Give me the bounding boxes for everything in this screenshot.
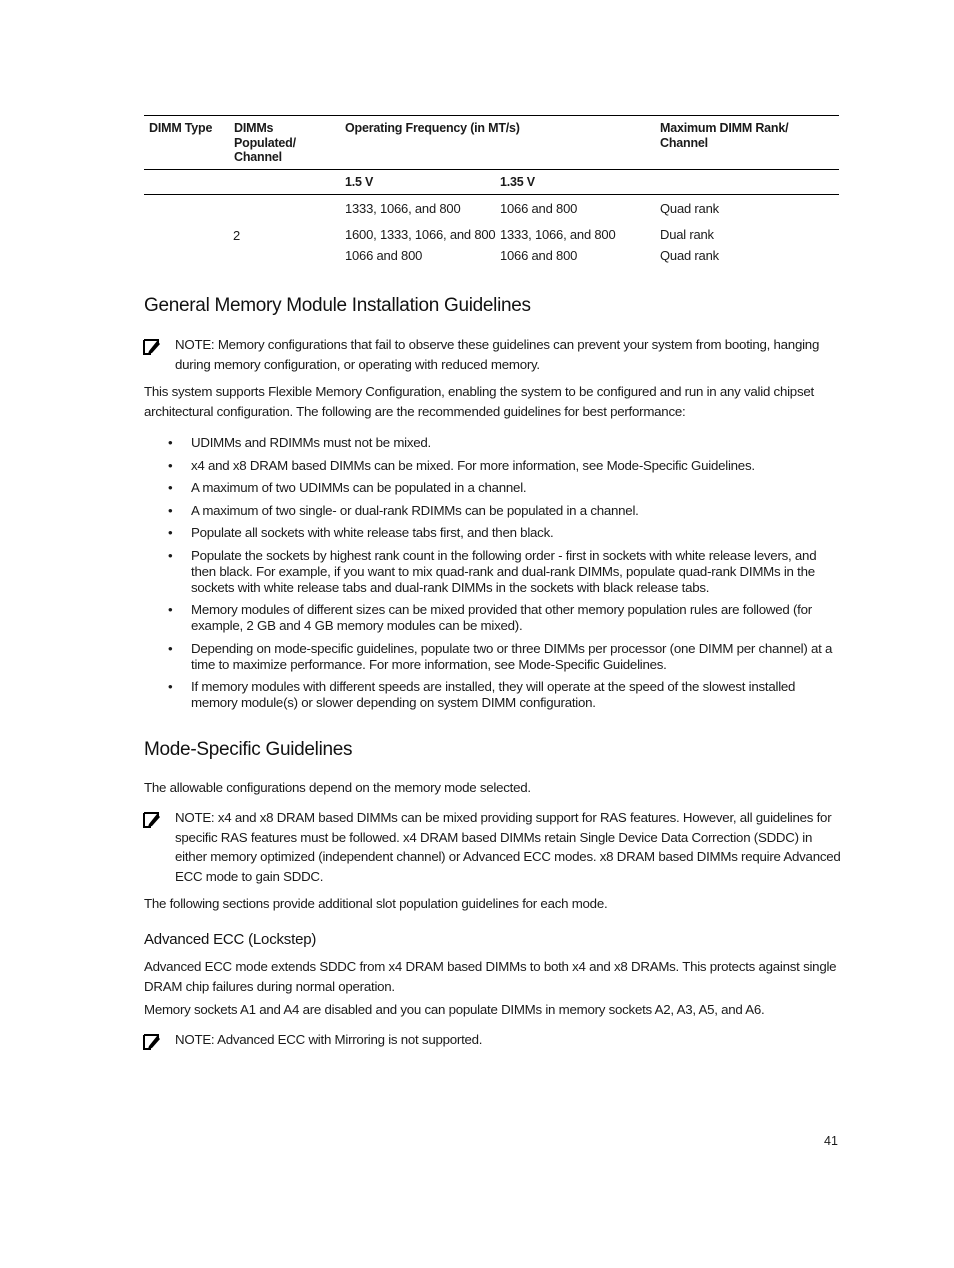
- bullet-icon: •: [168, 547, 173, 563]
- pencil-note-icon: [141, 810, 161, 830]
- note-boot-warning: [175, 335, 843, 374]
- table-cell: Quad rank: [660, 201, 719, 216]
- memory-sockets-paragraph: Memory sockets A1 and A4 are disabled and you can populate DIMMs in memory sockets A2, A3, A5, and A6.: [144, 1002, 765, 1017]
- th-max-rank: Maximum DIMM Rank/ Channel: [660, 121, 789, 150]
- table-cell: 1600, 1333, 1066, and 800: [345, 227, 496, 242]
- th-dimms-populated: DIMMs Populated/ Channel: [234, 121, 296, 164]
- bullet-icon: •: [168, 435, 173, 450]
- note-text: x4 and x8 DRAM based DIMMs can be mixed providing support for RAS features. However, all guidelines for specific RAS features must be followed. x4 DRAM based DIMMs retain Single Device Data Correction (SDDC) in either memory optimized (independent channel) or Advanced ECC modes. x8 DRAM based DIMMs require Advanced ECC mode to gain SDDC.: [175, 810, 841, 884]
- list-item: • Populate all sockets with white release tabs first, and then black.: [168, 525, 554, 540]
- note-label: NOTE:: [175, 1032, 215, 1047]
- table-cell: Dual rank: [660, 227, 714, 242]
- th-1-35v: 1.35 V: [500, 175, 535, 189]
- pencil-note-icon: [141, 337, 161, 357]
- bullet-icon: •: [168, 525, 173, 540]
- following-sections-paragraph: The following sections provide additional slot population guidelines for each mode.: [144, 896, 608, 911]
- cell-dimms-populated: 2: [233, 228, 241, 243]
- list-item: • A maximum of two UDIMMs can be populated in a channel.: [168, 480, 527, 495]
- th-dimm-type: DIMM Type: [149, 121, 213, 135]
- note-ras-features: [175, 808, 843, 886]
- bullet-icon: •: [168, 502, 173, 518]
- table-cell: Quad rank: [660, 248, 719, 263]
- note-label: NOTE:: [175, 810, 215, 825]
- table-cell: 1066 and 800: [500, 248, 578, 263]
- list-item: • A maximum of two single- or dual-rank RDIMMs can be populated in a channel.: [168, 502, 639, 518]
- list-item: • UDIMMs and RDIMMs must not be mixed.: [168, 435, 432, 450]
- mode-intro-paragraph: The allowable configurations depend on the memory mode selected.: [144, 780, 531, 795]
- th-operating-frequency: Operating Frequency (in MT/s): [345, 121, 520, 135]
- th-1-5v: 1.5 V: [345, 175, 374, 189]
- table-cell: 1333, 1066, and 800: [345, 201, 461, 216]
- section-title-mode-specific: Mode-Specific Guidelines: [144, 739, 353, 760]
- note-text: Memory configurations that fail to observe these guidelines can prevent your system from booting, hanging during memory configuration, or operating with reduced memory.: [175, 337, 820, 372]
- page-number: 41: [824, 1134, 838, 1148]
- list-item: • Depending on mode-specific guidelines, populate two or three DIMMs per processor (one DIMM per channel) at a time to maximize performance. For more information, see Mode-Specific Guidelines.: [168, 640, 833, 672]
- note-mirroring: [175, 1030, 843, 1050]
- advanced-ecc-paragraph: Advanced ECC mode extends SDDC from x4 DRAM based DIMMs to both x4 and x8 DRAMs. This protects against single DRAM chip failures during normal operation.: [144, 959, 837, 994]
- note-label: NOTE:: [175, 337, 215, 352]
- section-title-general-guidelines: General Memory Module Installation Guidelines: [144, 295, 531, 316]
- intro-paragraph: This system supports Flexible Memory Configuration, enabling the system to be configured and run in any valid chipset architectural configuration. The following are the recommended guidelines for best performance:: [144, 384, 814, 419]
- guidelines-list: [144, 435, 844, 718]
- bullet-icon: •: [168, 602, 173, 617]
- table-cell: 1333, 1066, and 800: [500, 227, 616, 242]
- table-cell: 1066 and 800: [345, 248, 423, 263]
- list-item: • x4 and x8 DRAM based DIMMs can be mixed. For more information, see Mode-Specific Guidelines.: [168, 457, 755, 473]
- table-top-rule: [144, 115, 839, 116]
- list-item: • Populate the sockets by highest rank count in the following order - first in sockets with white release levers, and then black. For example, if you want to mix quad-rank and dual-rank DIMMs, populate quad-rank DIMMs in the sockets with white release tabs and dual-rank DIMMs in the sockets with black release tabs.: [168, 547, 817, 595]
- note-text: Advanced ECC with Mirroring is not supported.: [214, 1032, 483, 1047]
- table-cell: 1066 and 800: [500, 201, 578, 216]
- table-subheader-rule: [144, 194, 839, 195]
- table-header-rule: [144, 169, 839, 170]
- subsection-title-advanced-ecc: Advanced ECC (Lockstep): [144, 931, 317, 948]
- bullet-icon: •: [168, 640, 173, 656]
- bullet-icon: •: [168, 679, 173, 694]
- bullet-icon: •: [168, 457, 173, 473]
- bullet-icon: •: [168, 480, 173, 495]
- list-item: • Memory modules of different sizes can be mixed provided that other memory population rules are followed (for example, 2 GB and 4 GB memory modules can be mixed).: [168, 602, 812, 633]
- list-item: • If memory modules with different speeds are installed, they will operate at the speed of the slowest installed memory module(s) or slower depending on system DIMM configuration.: [168, 679, 796, 710]
- pencil-note-icon: [141, 1032, 161, 1052]
